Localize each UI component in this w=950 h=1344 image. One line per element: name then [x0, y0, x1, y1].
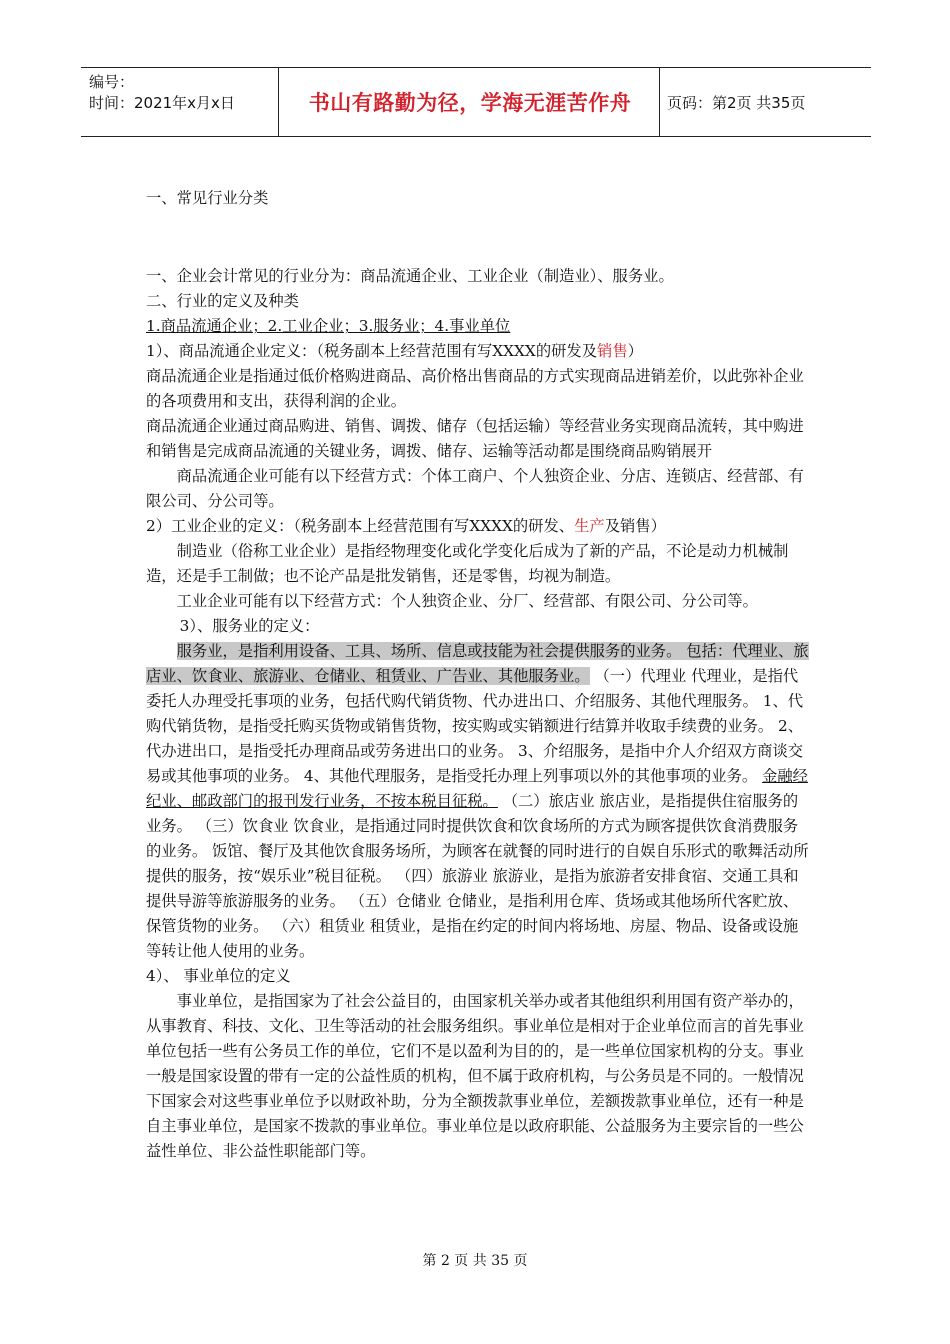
text-span: （二）旅店业 旅店业，是指提供住宿服务的业务。 （三）饮食业 饮食业，是指通过同时提供饮食和饮食场所的方式为顾客提供饮食消费服务的业务。 饭馆、餐厅及其他饮食服务场所，为顾客在就餐的同时进行的自娱自乐形式的歌舞活动所提供的服务，按“娱乐业”税目征税。 （四）旅游业 旅游业，是指为旅游者安排食宿、交通工具和提供导游等旅游服务的业务。 （五）仓储业 仓储业，是指利用仓库、货场或其他场所代客贮放、保管货物的业务。 （六）租赁业 租赁业，是指在约定的时间内将场地、房屋、物品、设备或设施等转让他人使用的业务。	[146, 792, 809, 960]
paragraph-industry-types: 一、企业会计常见的行业分为：商品流通企业、工业企业（制造业）、服务业。	[146, 267, 674, 285]
paragraph-industry-modes: 工业企业可能有以下经营方式：个人独资企业、分厂、经营部、有限公司、分公司等。	[176, 592, 758, 610]
header-meta	[89, 72, 279, 114]
paragraph-definitions-heading: 二、行业的定义及种类	[146, 292, 299, 310]
paragraph-category-list: 1.商品流通企业；2.工业企业；3.服务业；4.事业单位	[146, 317, 511, 335]
text-span: 及销售）	[604, 517, 666, 535]
paragraph-manufacturing-def: 制造业（俗称工业企业）是指经物理变化或化学变化后成为了新的产品，不论是动力机械制造，还是手工制做；也不论产品是批发销售，还是零售，均视为制造。	[146, 542, 789, 585]
paragraph-industry-def-heading	[146, 514, 810, 539]
paragraph-institution-def: 事业单位，是指国家为了社会公益目的，由国家机关举办或者其他组织利用国有资产举办的，从事教育、科技、文化、卫生等活动的社会服务组织。事业单位是相对于企业单位而言的首先事业单位包括一些有公务员工作的单位，它们不是以盈利为目的的，是一些单位国家机构的分支。事业一般是国家设置的带有一定的公益性质的机构，但不属于政府机构，与公务员是不同的。一般情况下国家会对这些事业单位予以财政补助，分为全额拨款事业单位，差额拨款事业单位，还有一种是自主事业单位，是国家不拨款的事业单位。事业单位是以政府职能、公益服务为主要宗旨的一些公益性单位、非公益性职能部门等。	[146, 992, 804, 1160]
paragraph-commerce-def: 商品流通企业是指通过低价格购进商品、高价格出售商品的方式实现商品进销差价，以此弥补企业的各项费用和支出，获得利润的企业。	[146, 367, 804, 410]
page-footer: 第 2 页 共 35 页	[422, 1253, 528, 1269]
header-divider	[659, 68, 660, 136]
paragraph-service-def	[146, 639, 810, 964]
text-span: 2）工业企业的定义：（税务副本上经营范围有写XXXX的研发、	[146, 517, 575, 535]
highlighted-service-summary: 服务业，是指利用设备、工具、场所、信息或技能为社会提供服务的业务。 包括：代理业、旅店业、饮食业、旅游业、仓储业、租赁业、广告业、其他服务业。	[146, 642, 809, 685]
highlighted-word-sales: 销售	[597, 342, 628, 360]
header-motto: 书山有路勤为径，学海无涯苦作舟	[308, 91, 632, 115]
underlined-exemption: 金融经纪业、邮政部门的报刊发行业务，不按本税目征税。	[146, 767, 808, 810]
paragraph-service-def-heading: 3）、服务业的定义：	[179, 617, 320, 635]
page-header	[81, 67, 871, 137]
header-code-label: 编号：	[89, 73, 135, 91]
header-divider	[278, 68, 279, 136]
text-span: （一）代理业 代理业，是指代委托人办理受托事项的业务，包括代购代销货物、代办进出口、介绍服务、其他代理服务。 1、代购代销货物，是指受托购买货物或销售货物，按实购或实销额进行结算并收取手续费的业务。 2、代办进出口，是指受托办理商品或劳务进出口的业务。 3、介绍服务，是指中介人介绍双方商谈交易或其他事项的业务。 4、其他代理服务，是指受托办理上列事项以外的其他事项的业务。	[146, 667, 804, 785]
main-content	[146, 264, 810, 1164]
text-span: ）	[627, 342, 643, 360]
paragraph-commerce-modes: 商品流通企业可能有以下经营方式：个体工商户、个人独资企业、分店、连锁店、经营部、有限公司、分公司等。	[146, 467, 804, 510]
header-page-info: 页码：第2页 共35页	[667, 93, 806, 112]
text-span: 1）、商品流通企业定义：（税务副本上经营范围有写XXXX的研发及	[146, 342, 598, 360]
section-title: 一、常见行业分类	[146, 189, 269, 207]
paragraph-commerce-def-heading	[146, 339, 810, 364]
header-time-label: 时间：2021年x月x日	[89, 94, 235, 112]
highlighted-word-production: 生产	[574, 517, 605, 535]
paragraph-institution-heading: 4）、 事业单位的定义	[146, 967, 291, 985]
paragraph-commerce-process: 商品流通企业通过商品购进、销售、调拨、储存（包括运输）等经营业务实现商品流转，其中购进和销售是完成商品流通的关键业务，调拨、储存、运输等活动都是围绕商品购销展开	[146, 417, 804, 460]
